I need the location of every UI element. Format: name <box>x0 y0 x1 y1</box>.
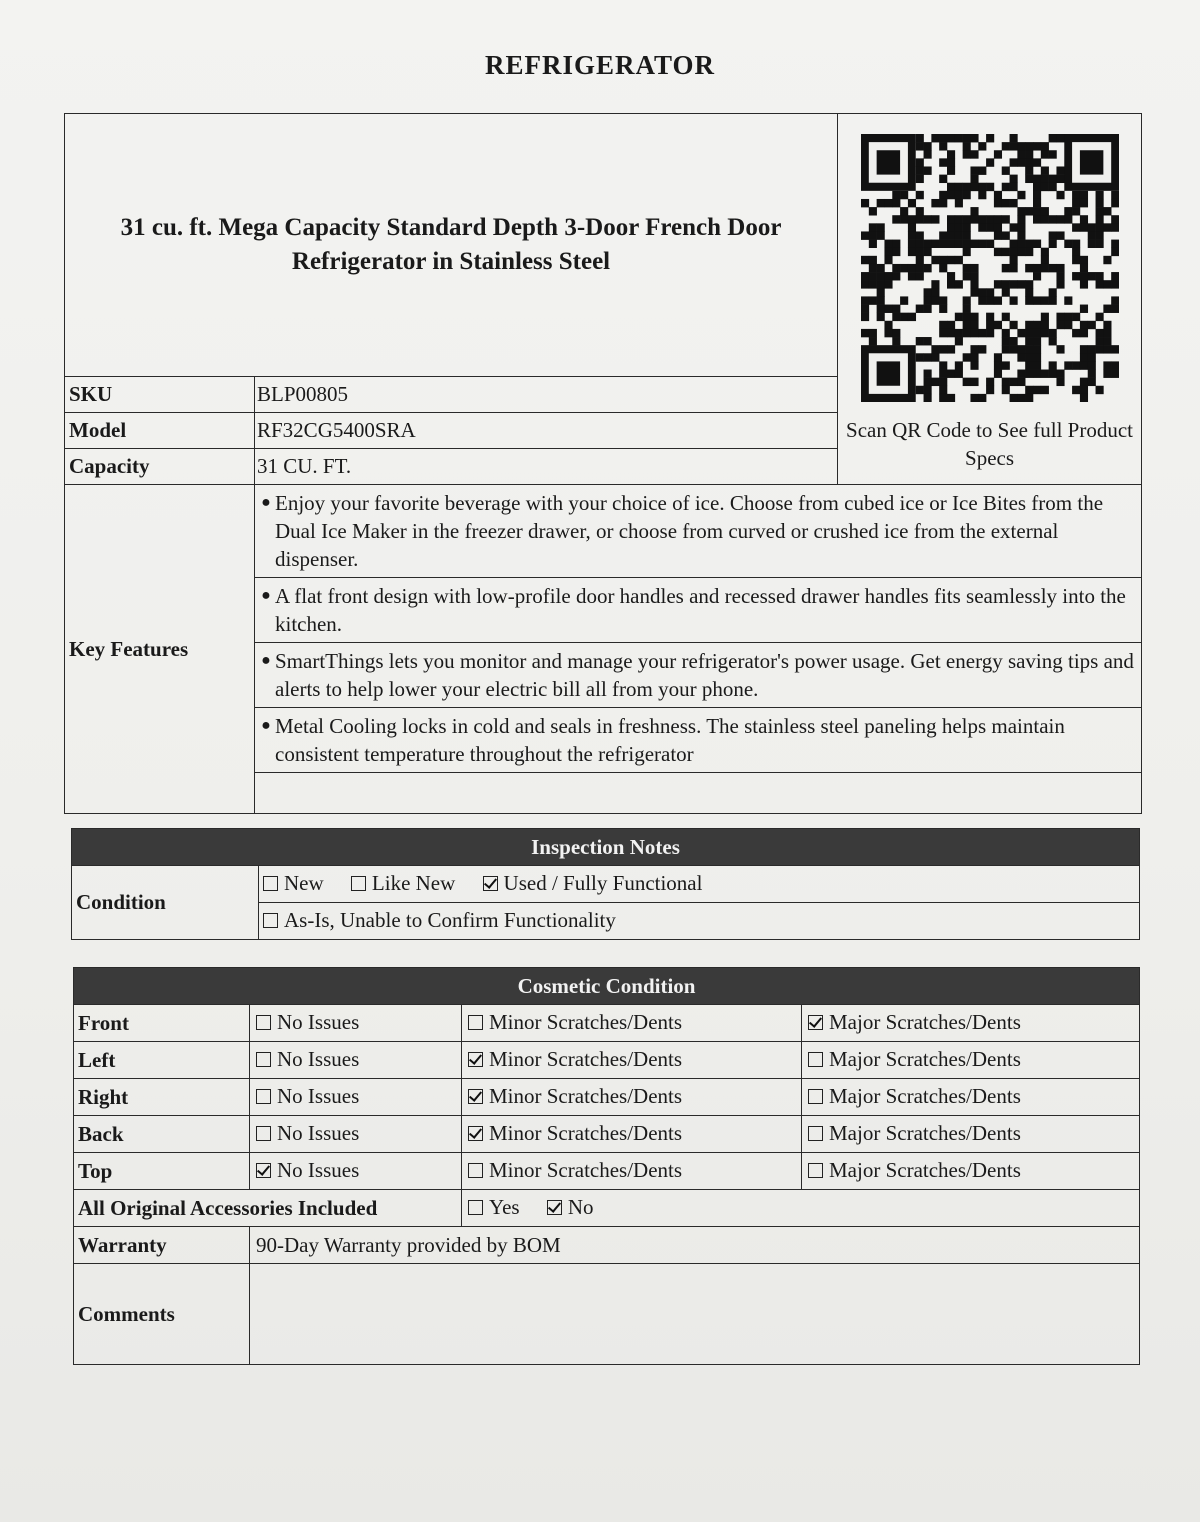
cosmetic-checkbox-option[interactable]: No Issues <box>256 1084 359 1109</box>
checkbox-icon[interactable] <box>256 1015 271 1030</box>
inspection-header: Inspection Notes <box>72 829 1140 866</box>
warranty-label: Warranty <box>74 1227 250 1264</box>
field-value-sku: BLP00805 <box>255 377 838 413</box>
checkbox-icon[interactable] <box>468 1163 483 1178</box>
cosmetic-checkbox-option[interactable]: Minor Scratches/Dents <box>468 1158 682 1183</box>
cosmetic-option-minor-scratches <box>462 1153 802 1190</box>
condition-options-row2 <box>259 903 1140 940</box>
checkbox-icon[interactable] <box>468 1089 483 1104</box>
cosmetic-checkbox-option[interactable]: No Issues <box>256 1121 359 1146</box>
accessories-option-no[interactable]: No <box>547 1195 594 1220</box>
checkbox-icon[interactable] <box>808 1163 823 1178</box>
checkbox-icon[interactable] <box>468 1015 483 1030</box>
key-feature: ● Enjoy your favorite beverage with your choice of ice. Choose from cubed ice or Ice Bites from the Dual Ice Maker in the freezer drawer, or choose from curved or crushed ice from the external dispenser. <box>255 485 1142 578</box>
cosmetic-table <box>73 967 1140 1365</box>
checkbox-icon[interactable] <box>468 1126 483 1141</box>
cosmetic-checkbox-option[interactable]: Major Scratches/Dents <box>808 1158 1021 1183</box>
cosmetic-row-label: Left <box>74 1042 250 1079</box>
table-row <box>74 1116 1140 1153</box>
bullet-icon: ● <box>261 717 271 734</box>
cosmetic-option-no-issues <box>250 1116 462 1153</box>
condition-option-as-is[interactable]: As-Is, Unable to Confirm Functionality <box>263 908 616 933</box>
key-feature: ● A flat front design with low-profile door handles and recessed drawer handles fits seamlessly into the kitchen. <box>255 578 1142 643</box>
cosmetic-checkbox-option[interactable]: Minor Scratches/Dents <box>468 1010 682 1035</box>
warranty-value: 90-Day Warranty provided by BOM <box>250 1227 1140 1264</box>
checkbox-icon[interactable] <box>256 1089 271 1104</box>
cosmetic-checkbox-option[interactable]: Minor Scratches/Dents <box>468 1121 682 1146</box>
cosmetic-option-minor-scratches <box>462 1005 802 1042</box>
cosmetic-header: Cosmetic Condition <box>74 968 1140 1005</box>
cosmetic-row-label: Back <box>74 1116 250 1153</box>
table-row <box>74 1153 1140 1190</box>
cosmetic-row-label: Front <box>74 1005 250 1042</box>
field-value-capacity: 31 CU. FT. <box>255 449 838 485</box>
cosmetic-checkbox-option[interactable]: Major Scratches/Dents <box>808 1121 1021 1146</box>
cosmetic-option-major-scratches <box>802 1005 1140 1042</box>
accessories-label: All Original Accessories Included <box>74 1190 462 1227</box>
inspection-table <box>71 828 1140 940</box>
table-row <box>74 1005 1140 1042</box>
qr-caption: Scan QR Code to See full Product Specs <box>846 418 1133 470</box>
key-feature: ● Metal Cooling locks in cold and seals in freshness. The stainless steel paneling helps maintain consistent temperature throughout the refrigerator <box>255 708 1142 773</box>
checkbox-icon[interactable] <box>263 876 278 891</box>
accessories-option-yes[interactable]: Yes <box>468 1195 520 1220</box>
condition-option-like-new[interactable]: Like New <box>351 871 455 896</box>
condition-label: Condition <box>72 866 259 940</box>
cosmetic-option-no-issues <box>250 1005 462 1042</box>
condition-options-row1 <box>259 866 1140 903</box>
document-title: REFRIGERATOR <box>484 50 716 80</box>
product-name: 31 cu. ft. Mega Capacity Standard Depth 3-Door French Door Refrigerator in Stainless Steel <box>65 114 838 377</box>
comments-label: Comments <box>74 1264 250 1365</box>
cosmetic-checkbox-option[interactable]: Major Scratches/Dents <box>808 1047 1021 1072</box>
checkbox-icon[interactable] <box>351 876 366 891</box>
checkbox-icon[interactable] <box>808 1015 823 1030</box>
cosmetic-checkbox-option[interactable]: Major Scratches/Dents <box>808 1010 1021 1035</box>
comments-field[interactable] <box>250 1264 1140 1365</box>
cosmetic-checkbox-option[interactable]: Major Scratches/Dents <box>808 1084 1021 1109</box>
cosmetic-option-minor-scratches <box>462 1116 802 1153</box>
cosmetic-option-no-issues <box>250 1153 462 1190</box>
field-label-model: Model <box>65 413 255 449</box>
field-label-capacity: Capacity <box>65 449 255 485</box>
qr-cell <box>838 114 1142 485</box>
key-features-label: Key Features <box>65 485 255 814</box>
cosmetic-row-label: Right <box>74 1079 250 1116</box>
field-value-model: RF32CG5400SRA <box>255 413 838 449</box>
cosmetic-option-minor-scratches <box>462 1079 802 1116</box>
cosmetic-checkbox-option[interactable]: Minor Scratches/Dents <box>468 1084 682 1109</box>
checkbox-icon[interactable] <box>256 1052 271 1067</box>
checkbox-icon[interactable] <box>468 1200 483 1215</box>
condition-option-new[interactable]: New <box>263 871 324 896</box>
qr-code-icon <box>861 134 1119 402</box>
checkbox-icon[interactable] <box>808 1052 823 1067</box>
cosmetic-option-major-scratches <box>802 1116 1140 1153</box>
bullet-icon: ● <box>261 652 271 669</box>
checkbox-icon[interactable] <box>547 1200 562 1215</box>
cosmetic-row-label: Top <box>74 1153 250 1190</box>
key-feature-empty <box>255 773 1142 814</box>
cosmetic-checkbox-option[interactable]: No Issues <box>256 1158 359 1183</box>
checkbox-icon[interactable] <box>468 1052 483 1067</box>
cosmetic-option-major-scratches <box>802 1042 1140 1079</box>
table-row <box>74 1079 1140 1116</box>
key-feature: ● SmartThings lets you monitor and manage your refrigerator's power usage. Get energy saving tips and alerts to help lower your electric bill all from your phone. <box>255 643 1142 708</box>
condition-option-used[interactable]: Used / Fully Functional <box>483 871 703 896</box>
bullet-icon: ● <box>261 587 271 604</box>
cosmetic-option-minor-scratches <box>462 1042 802 1079</box>
cosmetic-checkbox-option[interactable]: No Issues <box>256 1047 359 1072</box>
cosmetic-option-no-issues <box>250 1079 462 1116</box>
accessories-options <box>462 1190 1140 1227</box>
cosmetic-checkbox-option[interactable]: Minor Scratches/Dents <box>468 1047 682 1072</box>
field-label-sku: SKU <box>65 377 255 413</box>
checkbox-icon[interactable] <box>808 1126 823 1141</box>
bullet-icon: ● <box>261 494 271 511</box>
table-row <box>74 1042 1140 1079</box>
cosmetic-option-no-issues <box>250 1042 462 1079</box>
product-table <box>64 113 1142 814</box>
checkbox-icon[interactable] <box>256 1126 271 1141</box>
cosmetic-checkbox-option[interactable]: No Issues <box>256 1010 359 1035</box>
cosmetic-option-major-scratches <box>802 1079 1140 1116</box>
checkbox-icon[interactable] <box>808 1089 823 1104</box>
checkbox-icon[interactable] <box>263 913 278 928</box>
cosmetic-option-major-scratches <box>802 1153 1140 1190</box>
checkbox-icon[interactable] <box>483 876 498 891</box>
checkbox-icon[interactable] <box>256 1163 271 1178</box>
